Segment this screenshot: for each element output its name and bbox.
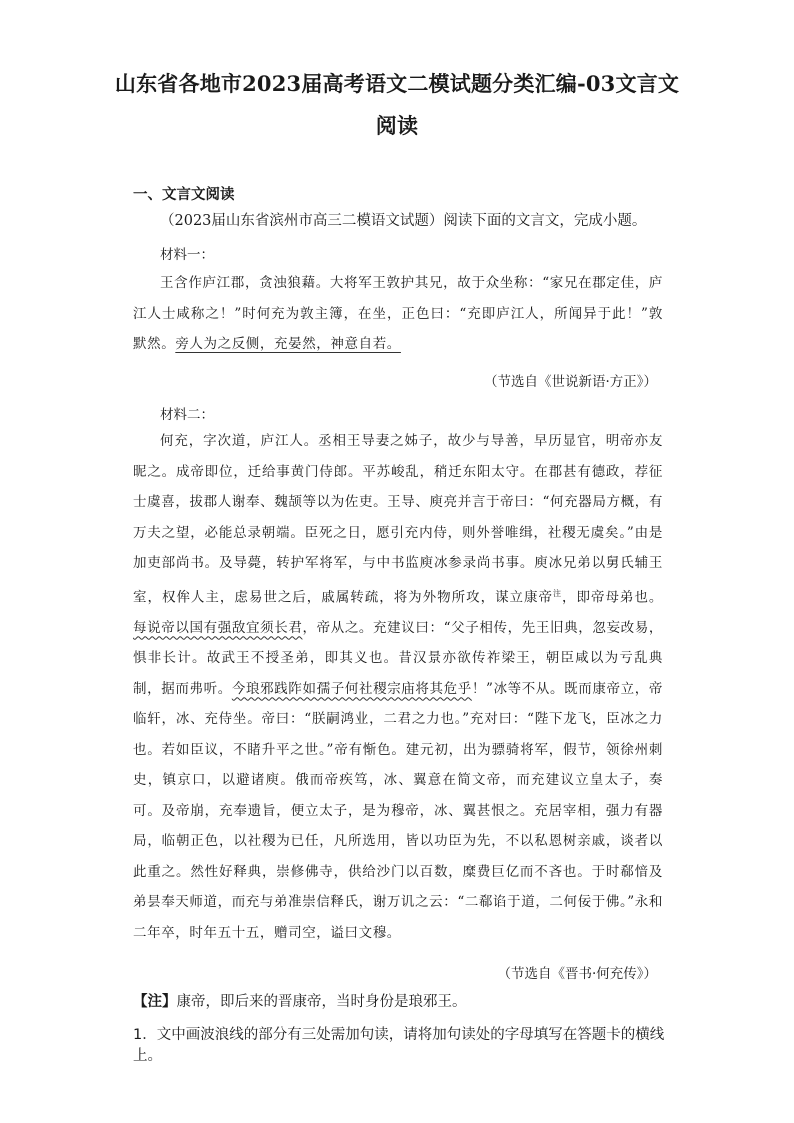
material-2-text-c: ，帝从之。充建议曰：“父子相传，先王旧典，忽妄改易，惧非长计。故武王不授圣弟，即其义也。昔汉景亦欲传祚梁王，朝臣咸以为亏乱典制，据而弗听。 (133, 619, 663, 697)
material-2-text-a: 何充，字次道，庐江人。丞相王导妻之姊子，故少与导善，早历显官，明帝亦友昵之。成帝即位，迁给事黄门侍郎。平苏峻乱，稍迁东阳太守。在郡甚有德政，荐征士虞喜，拔郡人谢奉、魏颉等以为佐吏。王导、庾亮并言于帝曰：“何充器局方概，有万夫之望，必能总录朝端。臣死之日，愿引充内侍，则外誉唯缉，社稷无虞矣。”由是加吏部尚书。及导薨，转护军将军，与中书监庾冰参录尚书事。庾冰兄弟以舅氏辅王室，权侔人主，虑易世之后，戚属转疏，将为外物所攻，谋立康帝 (133, 433, 663, 605)
question-1: 1．文中画波浪线的部分有三处需加句读，请将加句读处的字母填写在答题卡的横线上。 (133, 1027, 665, 1064)
material-1-source: （节选自《世说新语·方正》） (483, 374, 657, 390)
page-title (110, 66, 684, 144)
material-2-text-b: ，即帝母弟也。 (562, 589, 663, 605)
material-2-passage (133, 426, 663, 948)
wavy-underline-2: 今琅邪践阼如孺子何社稷宗庙将其危乎 (231, 680, 472, 697)
material-1-text: 王含作庐江郡，贪浊狼藉。大将军王敦护其兄，故于众坐称：“家兄在郡定佳，庐江人士咸称之！”时何充为敦主簿，在坐，正色曰：“充即庐江人，所闻异于此！”敦默然。 (133, 275, 663, 352)
wavy-underline-1: 每说帝以国有强敌宜须长君 (133, 619, 303, 636)
material-2-label: 材料二： (160, 407, 214, 423)
title-line-1: 山东省各地市2023届高考语文二模试题分类汇编-03文言文 (114, 71, 680, 96)
section-intro: （2023届山东省滨州市高三二模语文试题）阅读下面的文言文，完成小题。 (160, 213, 647, 229)
material-1-passage (133, 268, 663, 360)
material-2-source: （节选自《晋书·何充传》） (497, 966, 657, 982)
material-2-text-d: ！”冰等不从。既而康帝立，帝临轩，冰、充侍坐。帝曰：“朕嗣鸿业，二君之力也。”充对曰：“陛下龙飞，臣冰之力也。若如臣议，不睹升平之世。”帝有惭色。建元初，出为骠骑将军，假节，领徐州刺史，镇京口，以避诸庾。俄而帝疾笃，冰、翼意在简文帝，而充建议立皇太子，奏可。及帝崩，充奉遗旨，便立太子，是为穆帝，冰、翼甚恨之。充居宰相，强力有器局，临朝正色，以社稷为已任，凡所选用，皆以功臣为先，不以私恩树亲戚，谈者以此重之。然性好释典，崇修佛寺，供给沙门以百数，糜费巨亿而不吝也。于时郗愔及弟昙奉天师道，而充与弟准崇信释氏，谢万讥之云：“二郗谄于道，二何佞于佛。”永和二年卒，时年五十五，赠司空，谥曰文穆。 (133, 680, 663, 941)
title-line-2: 阅读 (375, 113, 419, 138)
section-heading: 一、文言文阅读 (133, 186, 235, 203)
note-marker: 注 (553, 588, 562, 598)
material-1-underlined-sentence: 旁人为之反侧，充晏然，神意自若。 (175, 336, 401, 352)
footnote (133, 990, 467, 1011)
material-1-label: 材料一： (160, 247, 214, 263)
footnote-label: 【注】 (133, 994, 177, 1010)
footnote-text: 康帝，即后来的晋康帝，当时身份是琅邪王。 (176, 994, 467, 1010)
